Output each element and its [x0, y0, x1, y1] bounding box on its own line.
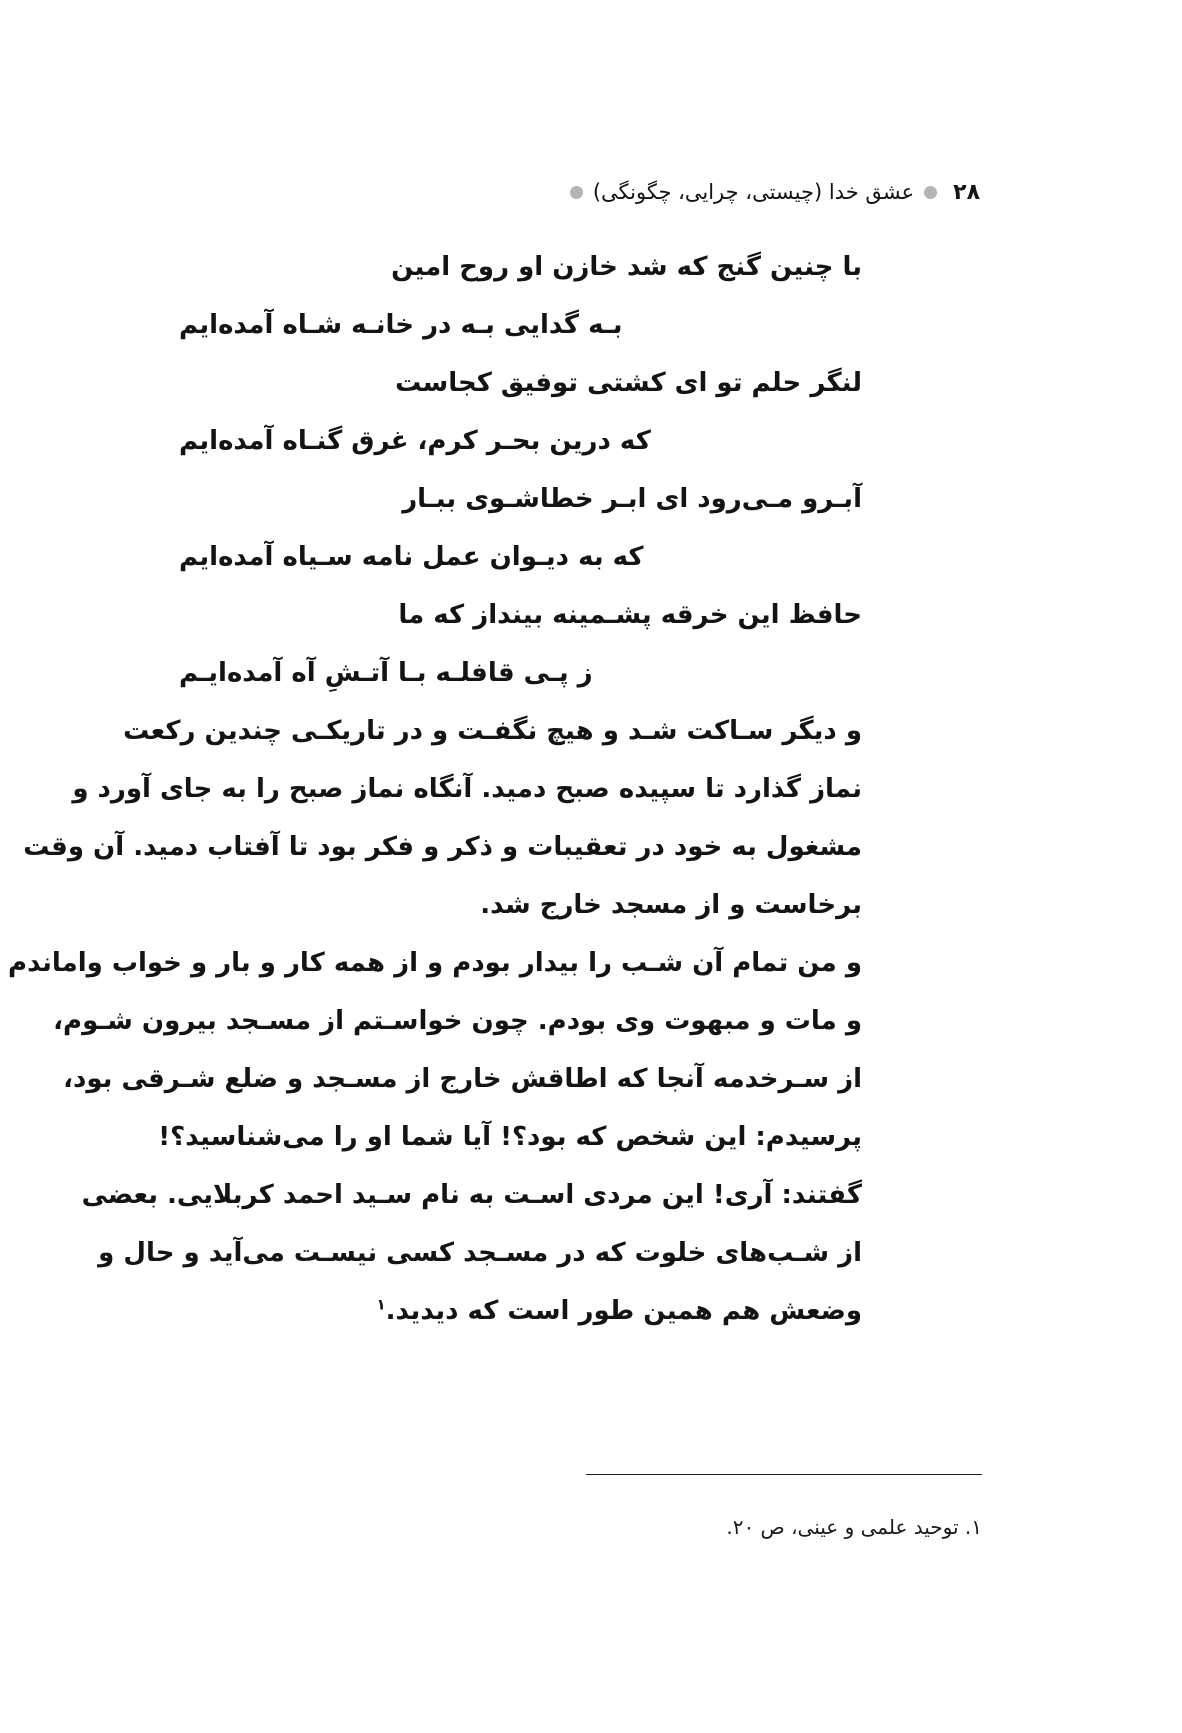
paragraph-line: برخاست و از مسجد خارج شد.	[480, 890, 862, 920]
paragraph-line: گفتند: آری! این مردی اسـت به نام سـید احمد کربلایی. بعضی	[81, 1180, 862, 1210]
poem-line: بـه گدایی بـه در خانـه شـاه آمده‌ایم	[179, 310, 623, 340]
poem-line: لنگر حلم تو ای کشتی توفیق کجاست	[395, 368, 862, 398]
running-title: عشق خدا (چیستی، چرایی، چگونگی)	[592, 180, 915, 204]
poem-line: که به دیـوان عمل نامه سـیاه آمده‌ایم	[179, 542, 644, 572]
footnote: ۱. توحید علمی و عینی، ص ۲۰.	[726, 1515, 982, 1539]
bullet-dot-icon	[924, 186, 937, 199]
poem-line: ز پـی قافلـه بـا آتـشِ آه آمده‌ایـم	[179, 658, 593, 688]
paragraph-line: مشغول به خود در تعقیبات و ذکر و فکر بود تا آفتاب دمید. آن وقت	[23, 832, 862, 862]
poem-line: حافظ این خرقه پشـمینه بینداز که ما	[398, 600, 862, 630]
paragraph-line: و من تمام آن شـب را بیدار بودم و از همه کار و بار و خواب واماندم	[8, 948, 862, 978]
poem-line: با چنین گنج که شد خازن او روح امین	[391, 252, 862, 282]
paragraph-line: پرسیدم: این شخص که بود؟! آیا شما او را می‌شناسید؟!	[158, 1122, 862, 1152]
paragraph-line: نماز گذارد تا سپیده صبح دمید. آنگاه نماز صبح را به جای آورد و	[72, 774, 862, 804]
poem-line: که درین بحـر کرم، غرق گنـاه آمده‌ایم	[179, 426, 651, 456]
paragraph-line: و مات و مبهوت وی بودم. چون خواسـتم از مسـجد بیرون شـوم،	[53, 1006, 862, 1036]
footnote-reference[interactable]: ۱	[376, 1295, 386, 1314]
paragraph-line: از سـرخدمه آنجا که اطاقش خارج از مسـجد و ضلع شـرقی بود،	[63, 1064, 862, 1094]
running-header	[560, 174, 980, 210]
poem-line: آبـرو مـی‌رود ای ابـر خطاشـوی ببـار	[402, 484, 862, 514]
paragraph-line	[179, 1282, 862, 1340]
bullet-dot-icon	[570, 186, 583, 199]
paragraph-line: و دیگر سـاکت شـد و هیچ نگفـت و در تاریکـی چندین رکعت	[123, 716, 862, 746]
footnote-divider	[586, 1474, 982, 1475]
paragraph-line: از شـب‌های خلوت که در مسـجد کسی نیسـت می‌آید و حال و	[98, 1238, 862, 1268]
paragraph-text: وضعش هم همین طور است که دیدید.	[385, 1296, 862, 1326]
page-body	[8, 238, 862, 1340]
page-number: ۲۸	[953, 179, 980, 205]
